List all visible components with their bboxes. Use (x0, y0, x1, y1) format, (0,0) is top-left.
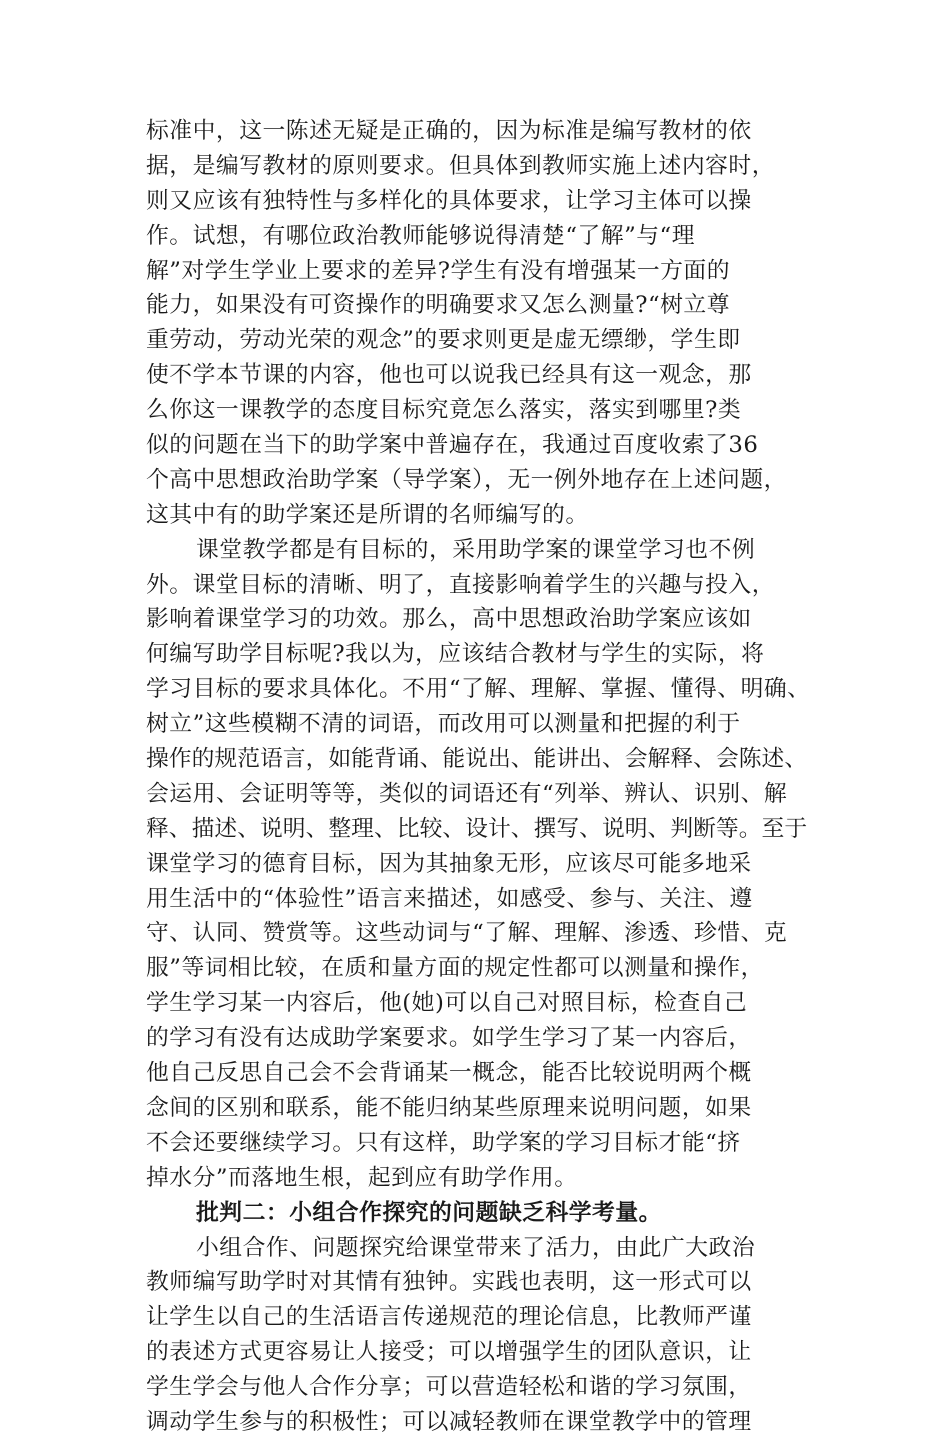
text-line: 似的问题在当下的助学案中普遍存在，我通过百度收索了36 (146, 432, 759, 459)
text-line: 树立”这些模糊不清的词语，而改用可以测量和把握的利于 (146, 711, 741, 738)
text-line: 学习目标的要求具体化。不用“了解、理解、掌握、懂得、明确、 (146, 676, 811, 703)
text-line: 影响着课堂学习的功效。那么，高中思想政治助学案应该如 (146, 606, 752, 633)
text-line: 标准中，这一陈述无疑是正确的，因为标准是编写教材的依 (146, 118, 752, 144)
text-line: 则又应该有独特性与多样化的具体要求，让学习主体可以操 (146, 187, 752, 214)
document-page (146, 114, 811, 1440)
text-line: 作。试想，有哪位政治教师能够说得清楚“了解”与“理 (146, 222, 695, 249)
text-line: 据，是编写教材的原则要求。但具体到教师实施上述内容时， (146, 152, 776, 179)
text-line: 守、认同、赞赏等。这些动词与“了解、理解、渗透、珍惜、克 (146, 920, 788, 947)
text-line: 掉水分”而落地生根，起到应有助学作用。 (146, 1164, 578, 1191)
text-line: 不会还要继续学习。只有这样，助学案的学习目标才能“挤 (146, 1129, 741, 1156)
text-line: 释、描述、说明、整理、比较、设计、撰写、说明、判断等。至于 (146, 815, 808, 842)
text-line: 能力，如果没有可资操作的明确要求又怎么测量?“树立尊 (146, 292, 731, 319)
text-line: 个高中思想政治助学案（导学案），无一例外地存在上述问题， (146, 466, 787, 493)
text-line: 课堂学习的德育目标，因为其抽象无形，应该尽可能多地采 (146, 850, 752, 877)
section-heading: 批判二：小组合作探究的问题缺乏科学考量。 (196, 1199, 662, 1226)
text-line: 何编写助学目标呢?我以为，应该结合教材与学生的实际，将 (146, 641, 765, 668)
text-line: 他自己反思自己会不会背诵某一概念，能否比较说明两个概 (146, 1060, 752, 1087)
text-line: 重劳动，劳动光荣的观念”的要求则更是虚无缥缈，学生即 (146, 327, 741, 354)
text-line: 让学生以自己的生活语言传递规范的理论信息，比教师严谨 (146, 1304, 752, 1331)
text-line: 念间的区别和联系，能不能归纳某些原理来说明问题，如果 (146, 1094, 752, 1121)
text-line: 的表述方式更容易让人接受；可以增强学生的团队意识，让 (146, 1339, 752, 1366)
text-line: 使不学本节课的内容，他也可以说我已经具有这一观念，那 (146, 362, 752, 389)
text-line: 操作的规范语言，如能背诵、能说出、能讲出、会解释、会陈述、 (146, 746, 808, 773)
text-line: 小组合作、问题探究给课堂带来了活力，由此广大政治 (196, 1234, 756, 1261)
text-line: 教师编写助学时对其情有独钟。实践也表明，这一形式可以 (146, 1269, 752, 1296)
text-line: 会运用、会证明等等，类似的词语还有“列举、辨认、识别、解 (146, 780, 788, 807)
text-line: 么你这一课教学的态度目标究竟怎么落实，落实到哪里?类 (146, 397, 742, 424)
text-line: 用生活中的“体验性”语言来描述，如感受、参与、关注、遵 (146, 885, 753, 912)
text-line: 课堂教学都是有目标的，采用助学案的课堂学习也不例 (196, 536, 756, 563)
text-line: 学生学会与他人合作分享；可以营造轻松和谐的学习氛围， (146, 1374, 752, 1401)
text-line: 服”等词相比较，在质和量方面的规定性都可以测量和操作， (146, 955, 764, 982)
text-line: 外。课堂目标的清晰、明了，直接影响着学生的兴趣与投入， (146, 571, 776, 598)
text-line: 学生学习某一内容后，他(她)可以自己对照目标，检查自己 (146, 990, 748, 1017)
text-line: 的学习有没有达成助学案要求。如学生学习了某一内容后， (146, 1025, 752, 1052)
text-line: 这其中有的助学案还是所谓的名师编写的。 (146, 501, 589, 528)
text-line: 解”对学生学业上要求的差异?学生有没有增强某一方面的 (146, 257, 731, 284)
text-line: 调动学生参与的积极性；可以减轻教师在课堂教学中的管理 (146, 1408, 752, 1435)
